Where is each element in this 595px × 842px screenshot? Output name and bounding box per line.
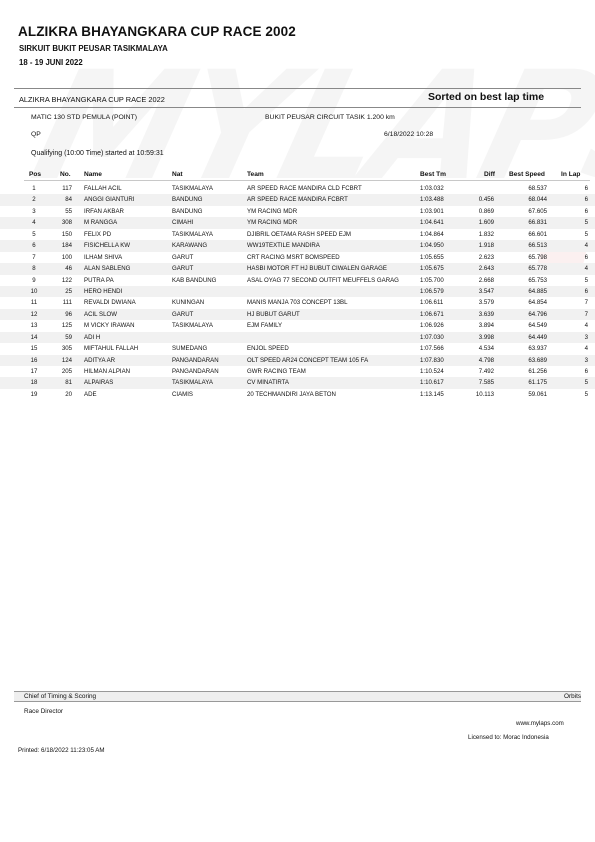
cell-team: AR SPEED RACE MANDIRA FCBRT — [247, 196, 348, 204]
event-title: ALZIKRA BHAYANGKARA CUP RACE 2002 — [18, 24, 296, 39]
cell-name: FELIX PD — [84, 230, 112, 238]
cell-nat: PANGANDARAN — [172, 356, 219, 364]
cell-pos: 4 — [32, 219, 36, 227]
cell-best-time: 1:06.579 — [420, 287, 444, 295]
cell-diff: 3.639 — [478, 310, 494, 318]
cell-name: ACIL SLOW — [84, 310, 117, 318]
cell-in-lap: 6 — [584, 253, 588, 261]
cell-best-time: 1:07.030 — [420, 333, 444, 341]
website-link[interactable]: www.mylaps.com — [516, 720, 564, 727]
cell-diff: 4.534 — [478, 345, 494, 353]
cell-diff: 10.113 — [475, 390, 494, 398]
cell-name: HILMAN ALPIAN — [84, 368, 131, 375]
cell-best-time: 1:05.675 — [420, 265, 444, 273]
cell-in-lap: 4 — [584, 242, 588, 250]
cell-in-lap: 5 — [584, 276, 588, 284]
cell-pos: 18 — [30, 379, 38, 387]
cell-in-lap: 4 — [584, 322, 588, 330]
cell-team: CV MINATIRTA — [247, 379, 289, 387]
table-row — [0, 183, 595, 194]
cell-nat: BANDUNG — [172, 196, 203, 204]
cell-team: ENJOL SPEED — [247, 345, 289, 353]
cell-best-speed: 64.885 — [528, 287, 547, 295]
cell-in-lap: 5 — [584, 219, 588, 227]
report-race-name: ALZIKRA BHAYANGKARA CUP RACE 2022 — [19, 95, 165, 104]
column-header-name: Name — [84, 171, 102, 178]
cell-diff: 3.547 — [478, 287, 494, 295]
cell-name: ADE — [84, 390, 97, 398]
cell-no: 125 — [61, 322, 72, 330]
cell-pos: 14 — [30, 333, 38, 341]
session-datetime: 6/18/2022 10:28 — [384, 131, 434, 138]
cell-in-lap: 6 — [584, 287, 588, 295]
cell-pos: 13 — [30, 322, 38, 330]
cell-no: 20 — [65, 390, 72, 398]
column-header-nat: Nat — [172, 171, 183, 178]
cell-pos: 17 — [30, 368, 38, 375]
cell-nat: KAB BANDUNG — [172, 276, 217, 284]
cell-best-time: 1:04.950 — [420, 242, 444, 250]
cell-diff: 1.832 — [478, 230, 494, 238]
cell-in-lap: 6 — [584, 207, 588, 215]
cell-name: HERO HENDI — [84, 287, 123, 295]
orbits-label: Orbits — [564, 693, 582, 700]
cell-best-time: 1:05.655 — [420, 253, 444, 261]
cell-diff: 3.894 — [478, 322, 494, 330]
cell-name: ADITYA AR — [84, 356, 116, 364]
cell-best-speed: 66.831 — [528, 219, 547, 227]
cell-in-lap: 4 — [584, 345, 588, 353]
table-row — [0, 355, 595, 366]
cell-no: 55 — [65, 207, 72, 215]
cell-in-lap: 6 — [584, 368, 588, 375]
cell-team: YM RACING MDR — [247, 219, 298, 227]
cell-no: 46 — [65, 265, 72, 273]
cell-pos: 11 — [30, 299, 38, 307]
sort-label: Sorted on best lap time — [428, 91, 545, 103]
circuit-info: BUKIT PEUSAR CIRCUIT TASIK 1.200 km — [265, 114, 395, 121]
cell-no: 305 — [61, 345, 72, 353]
cell-no: 308 — [61, 219, 72, 227]
cell-in-lap: 5 — [584, 230, 588, 238]
cell-best-time: 1:03.488 — [420, 196, 444, 204]
table-row — [0, 240, 595, 251]
table-row — [0, 206, 595, 217]
cell-pos: 6 — [32, 242, 36, 250]
cell-best-speed: 67.605 — [528, 207, 547, 215]
cell-in-lap: 5 — [584, 379, 588, 387]
cell-name: ADI H — [84, 333, 101, 341]
table-row — [0, 389, 595, 400]
printed-timestamp: Printed: 6/18/2022 11:23:05 AM — [18, 747, 105, 754]
cell-nat: TASIKMALAYA — [172, 322, 213, 330]
cell-team: 20 TECHMANDIRI JAYA BETON — [247, 390, 336, 398]
table-row — [0, 377, 595, 388]
cell-no: 96 — [65, 310, 72, 318]
table-row — [0, 194, 595, 205]
table-row — [0, 229, 595, 240]
table-row — [0, 275, 595, 286]
cell-best-speed: 63.937 — [528, 345, 547, 353]
cell-best-time: 1:03.032 — [420, 185, 444, 192]
cell-no: 59 — [65, 333, 72, 341]
cell-pos: 12 — [30, 310, 38, 318]
cell-diff: 1.609 — [478, 219, 494, 227]
cell-team: GWR RACING TEAM — [247, 368, 306, 375]
chief-of-timing-label: Chief of Timing & Scoring — [24, 693, 97, 700]
cell-best-time: 1:06.611 — [420, 299, 444, 307]
cell-no: 111 — [62, 299, 72, 307]
cell-no: 25 — [65, 287, 72, 295]
cell-in-lap: 4 — [584, 265, 588, 273]
header-divider — [24, 180, 590, 181]
table-row — [0, 217, 595, 228]
cell-pos: 7 — [32, 253, 36, 261]
cell-best-speed: 59.061 — [528, 390, 547, 398]
cell-best-speed: 64.796 — [528, 310, 547, 318]
cell-in-lap: 3 — [584, 356, 588, 364]
table-row — [0, 366, 595, 377]
cell-nat: GARUT — [172, 265, 194, 273]
cell-nat: PANGANDARAN — [172, 368, 219, 375]
cell-in-lap: 6 — [584, 185, 588, 192]
session-start-info: Qualifying (10:00 Time) started at 10:59:31 — [31, 150, 164, 157]
results-table — [0, 183, 595, 400]
cell-best-speed: 65.798 — [528, 253, 547, 261]
cell-in-lap: 7 — [584, 299, 588, 307]
cell-team: WW19TEXTILE MANDIRA — [247, 242, 320, 250]
cell-name: ALAN SABLENG — [84, 265, 131, 273]
cell-diff: 4.798 — [478, 356, 494, 364]
cell-pos: 16 — [30, 356, 38, 364]
cell-pos: 15 — [30, 345, 38, 353]
cell-name: M VICKY IRAWAN — [84, 322, 135, 330]
cell-best-time: 1:04.641 — [420, 219, 444, 227]
session-type: QP — [31, 131, 41, 138]
cell-best-time: 1:10.617 — [420, 379, 444, 387]
cell-pos: 1 — [32, 185, 36, 192]
cell-no: 100 — [61, 253, 72, 261]
cell-no: 150 — [61, 230, 72, 238]
cell-diff: 3.998 — [478, 333, 494, 341]
cell-team: AR SPEED RACE MANDIRA CLD FCBRT — [247, 185, 362, 192]
cell-best-speed: 65.778 — [528, 265, 547, 273]
cell-team: EJM FAMILY — [247, 322, 283, 330]
cell-name: MIFTAHUL FALLAH — [84, 345, 139, 353]
cell-nat: TASIKMALAYA — [172, 230, 213, 238]
cell-pos: 5 — [32, 230, 36, 238]
cell-diff: 7.492 — [478, 368, 494, 375]
cell-best-time: 1:06.926 — [420, 322, 444, 330]
cell-nat: TASIKMALAYA — [172, 379, 213, 387]
cell-best-time: 1:03.901 — [420, 207, 444, 215]
table-row — [0, 286, 595, 297]
cell-best-speed: 63.689 — [528, 356, 547, 364]
cell-nat: TASIKMALAYA — [172, 185, 213, 192]
cell-nat: GARUT — [172, 310, 194, 318]
cell-name: ANGGI GIANTURI — [84, 196, 135, 204]
cell-diff: 2.623 — [478, 253, 494, 261]
cell-team: ASAL OYAG 77 SECOND OUTFIT MEUFFELS GARAG — [247, 276, 399, 284]
column-header-diff: Diff — [484, 171, 495, 178]
cell-nat: KARAWANG — [172, 242, 208, 250]
cell-best-time: 1:10.524 — [420, 368, 444, 375]
cell-team: HJ BUBUT GARUT — [247, 310, 300, 318]
cell-name: ILHAM SHIVA — [84, 253, 123, 261]
column-header-in-lap: In Lap — [561, 171, 581, 178]
cell-pos: 2 — [32, 196, 36, 204]
cell-nat: CIAMIS — [172, 390, 193, 398]
class-name: MATIC 130 STD PEMULA (POINT) — [31, 114, 137, 121]
cell-name: FISICHELLA KW — [84, 242, 131, 250]
cell-best-time: 1:06.671 — [420, 310, 444, 318]
column-header-no: No. — [60, 171, 71, 178]
column-header-best-speed: Best Speed — [509, 171, 545, 178]
cell-no: 84 — [65, 196, 72, 204]
cell-best-speed: 66.513 — [528, 242, 547, 250]
column-header-team: Team — [247, 171, 264, 178]
cell-in-lap: 3 — [584, 333, 588, 341]
cell-team: DJIBRIL OETAMA RASH SPEED EJM — [247, 230, 351, 238]
cell-nat: BANDUNG — [172, 207, 203, 215]
cell-best-speed: 61.256 — [528, 368, 547, 375]
cell-no: 124 — [61, 356, 72, 364]
cell-pos: 3 — [32, 207, 36, 215]
cell-best-speed: 68.044 — [528, 196, 547, 204]
cell-nat: CIMAHI — [172, 219, 194, 227]
cell-pos: 8 — [32, 265, 36, 273]
cell-no: 184 — [61, 242, 72, 250]
license-info: Licensed to: Morac Indonesia — [468, 734, 549, 741]
footer-band — [14, 691, 581, 702]
cell-pos: 10 — [30, 287, 38, 295]
cell-best-speed: 61.175 — [528, 379, 547, 387]
cell-no: 205 — [61, 368, 72, 375]
cell-name: ALPAIRAS — [84, 379, 114, 387]
cell-in-lap: 5 — [584, 390, 588, 398]
cell-diff: 0.456 — [478, 196, 494, 204]
cell-team: OLT SPEED AR24 CONCEPT TEAM 105 FA — [247, 356, 369, 364]
cell-best-speed: 64.549 — [528, 322, 547, 330]
cell-no: 117 — [62, 185, 72, 192]
cell-name: IRFAN AKBAR — [84, 207, 124, 215]
event-venue: SIRKUIT BUKIT PEUSAR TASIKMALAYA — [19, 44, 168, 53]
table-row — [0, 332, 595, 343]
cell-team: CRT RACING MSRT BOMSPEED — [247, 253, 340, 261]
cell-diff: 3.579 — [478, 299, 494, 307]
table-row — [0, 263, 595, 274]
column-header-pos: Pos — [29, 171, 42, 178]
cell-diff: 2.668 — [478, 276, 494, 284]
cell-best-speed: 65.753 — [528, 276, 547, 284]
cell-best-speed: 66.601 — [528, 230, 547, 238]
cell-diff: 7.585 — [478, 379, 494, 387]
cell-best-time: 1:05.700 — [420, 276, 444, 284]
cell-nat: GARUT — [172, 253, 194, 261]
cell-nat: SUMEDANG — [172, 345, 208, 353]
cell-no: 122 — [61, 276, 72, 284]
cell-diff: 1.918 — [478, 242, 494, 250]
cell-team: YM RACING MDR — [247, 207, 298, 215]
cell-best-speed: 64.449 — [528, 333, 547, 341]
cell-name: REVALDI DWIANA — [84, 299, 136, 307]
table-row — [0, 297, 595, 308]
cell-in-lap: 7 — [584, 310, 588, 318]
cell-name: FALLAH ACIL — [84, 185, 122, 192]
cell-pos: 9 — [32, 276, 36, 284]
race-director-label: Race Director — [24, 708, 64, 715]
cell-diff: 0.869 — [478, 207, 494, 215]
cell-name: PUTRA PA — [84, 276, 114, 284]
cell-no: 81 — [65, 379, 72, 387]
cell-best-time: 1:04.864 — [420, 230, 444, 238]
cell-diff: 2.643 — [478, 265, 494, 273]
event-dates: 18 - 19 JUNI 2022 — [19, 58, 83, 67]
cell-best-time: 1:13.145 — [420, 390, 444, 398]
table-row — [0, 320, 595, 331]
cell-pos: 19 — [30, 390, 38, 398]
table-row — [0, 252, 595, 263]
cell-best-time: 1:07.830 — [420, 356, 444, 364]
column-header-best-tm: Best Tm — [420, 171, 447, 178]
cell-in-lap: 6 — [584, 196, 588, 204]
cell-team: MANIS MANJA 703 CONCEPT 13BL — [247, 299, 348, 307]
cell-best-speed: 68.537 — [528, 185, 547, 192]
cell-name: M RANGGA — [84, 219, 118, 227]
cell-nat: KUNINGAN — [172, 299, 205, 307]
cell-best-time: 1:07.566 — [420, 345, 444, 353]
cell-best-speed: 64.854 — [528, 299, 547, 307]
table-row — [0, 309, 595, 320]
table-row — [0, 343, 595, 354]
cell-team: HASBI MOTOR FT HJ BUBUT CIWALEN GARAGE — [247, 265, 387, 273]
